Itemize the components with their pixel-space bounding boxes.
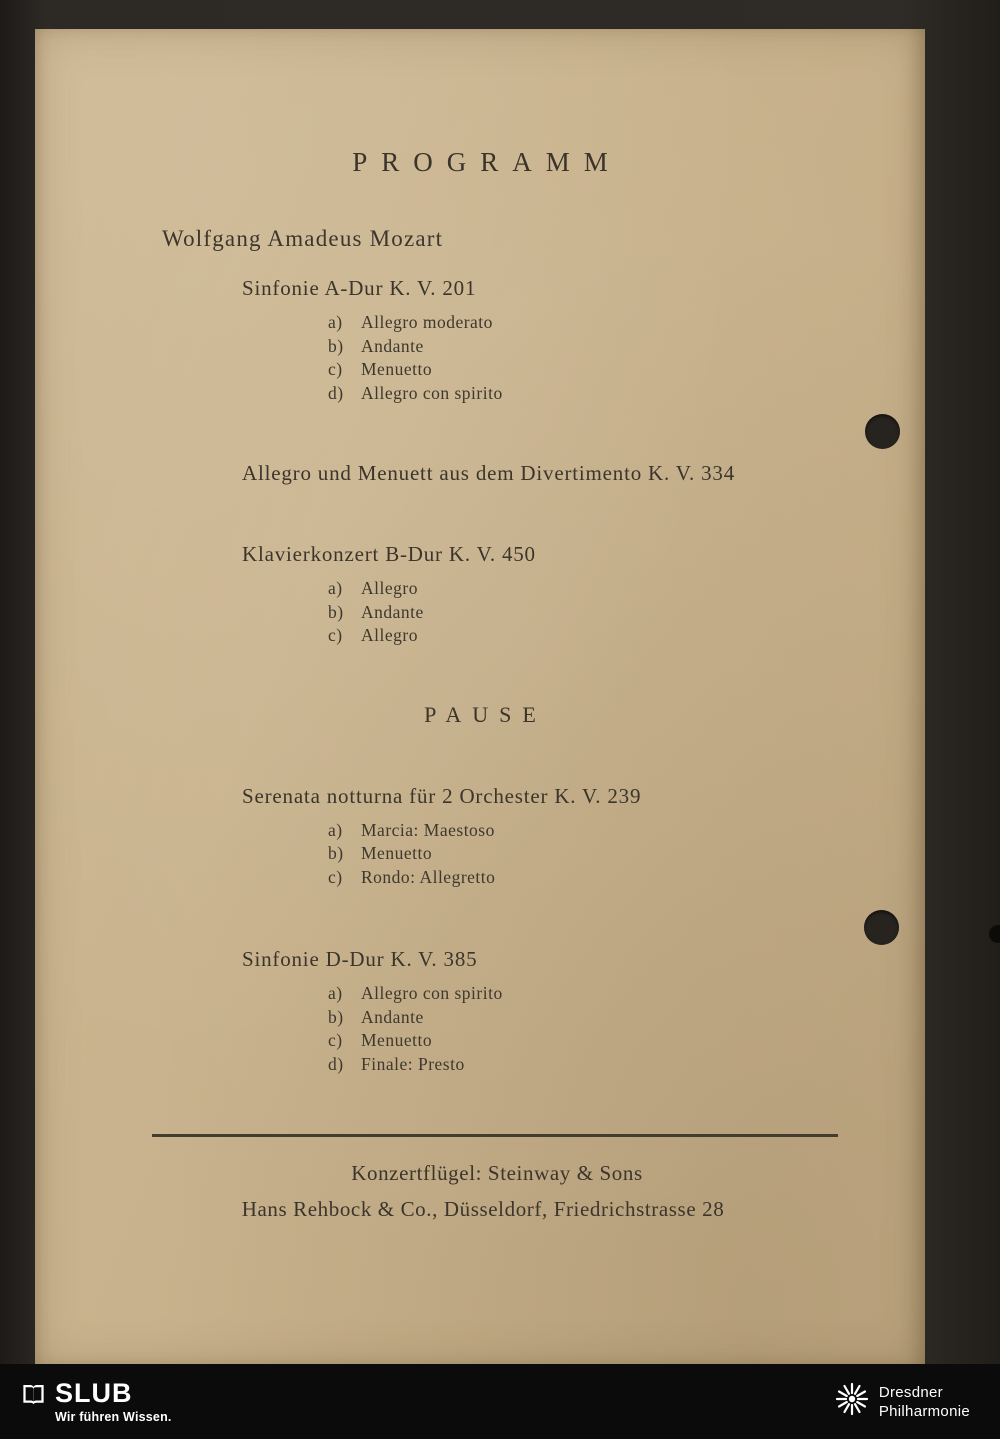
movement-list <box>328 819 925 890</box>
movement-label: c) <box>328 359 343 379</box>
movement-label: b) <box>328 335 344 356</box>
movement-row <box>328 819 925 843</box>
movement-name: Finale: Presto <box>361 1053 465 1074</box>
movement-name: Menuetto <box>361 1030 433 1050</box>
movement-row <box>328 311 925 335</box>
piano-credit-line: Konzertflügel: Steinway & Sons <box>351 1161 643 1185</box>
movement-label: a) <box>328 819 343 840</box>
movement-name: Marcia: Maestoso <box>361 819 495 840</box>
movement-row <box>328 1053 925 1077</box>
movement-list <box>328 311 925 405</box>
punch-hole-top <box>865 414 900 449</box>
work-title: Allegro und Menuett aus dem Divertimento K. V. 334 <box>242 461 735 485</box>
slub-text-block <box>55 1379 172 1424</box>
movement-row <box>328 577 925 601</box>
book-icon <box>20 1381 47 1413</box>
philharmonie-line1: Dresdner <box>878 1383 943 1401</box>
movement-name: Allegro <box>361 625 418 645</box>
movement-name: Andante <box>361 335 424 356</box>
movement-name: Menuetto <box>361 843 433 863</box>
movement-label: d) <box>328 1053 344 1074</box>
punch-hole-bottom <box>864 910 899 945</box>
movement-name: Allegro con spirito <box>361 382 503 403</box>
composer-name: Wolfgang Amadeus Mozart <box>162 226 444 251</box>
movement-label: b) <box>328 843 344 863</box>
movement-name: Menuetto <box>361 359 433 379</box>
program-page <box>35 29 925 1365</box>
movement-name: Allegro con spirito <box>361 983 503 1003</box>
movement-name: Andante <box>361 1006 424 1027</box>
movement-label: c) <box>328 625 343 645</box>
philharmonie-text-block <box>879 1383 970 1421</box>
movement-row <box>328 624 925 648</box>
philharmonie-logo-link[interactable] <box>835 1382 970 1421</box>
movement-row <box>328 358 925 382</box>
movement-label: a) <box>328 312 343 332</box>
movement-label: d) <box>328 382 344 403</box>
movement-list <box>328 982 925 1076</box>
work-title: Serenata notturna für 2 Orchester K. V. 239 <box>242 783 642 808</box>
slub-logo-link[interactable] <box>20 1379 172 1424</box>
dealer-credit-line: Hans Rehbock & Co., Düsseldorf, Friedrichstrasse 28 <box>241 1197 725 1221</box>
philharmonie-line2: Philharmonie <box>878 1402 970 1420</box>
movement-row <box>328 1029 925 1053</box>
movement-label: c) <box>328 1030 343 1050</box>
movement-row <box>328 601 925 625</box>
movement-row <box>328 382 925 406</box>
movement-name: Rondo: Allegretto <box>361 866 496 887</box>
movement-list <box>328 577 925 648</box>
movement-label: c) <box>328 866 343 887</box>
work-section <box>35 542 925 648</box>
work-section <box>35 947 925 1076</box>
movement-name: Andante <box>361 601 424 622</box>
movement-row <box>328 335 925 359</box>
program-title: PROGRAMM <box>352 147 622 177</box>
starburst-icon <box>835 1382 869 1421</box>
viewer-footer-bar <box>0 1364 1000 1439</box>
movement-row <box>328 982 925 1006</box>
slub-name: SLUB <box>55 1378 133 1408</box>
movement-name: Allegro moderato <box>361 312 493 332</box>
work-section <box>35 461 925 486</box>
movement-row <box>328 1006 925 1030</box>
movement-label: a) <box>328 578 343 598</box>
movement-label: a) <box>328 983 343 1003</box>
movement-label: b) <box>328 1006 344 1027</box>
movement-name: Allegro <box>361 578 418 598</box>
movement-row <box>328 842 925 866</box>
movement-row <box>328 866 925 890</box>
work-section <box>35 784 925 890</box>
work-title: Sinfonie D-Dur K. V. 385 <box>242 947 478 971</box>
work-title: Klavierkonzert B-Dur K. V. 450 <box>242 542 536 566</box>
horizontal-rule <box>152 1134 838 1137</box>
work-section <box>35 276 925 405</box>
work-title: Sinfonie A-Dur K. V. 201 <box>242 276 477 300</box>
slub-tagline: Wir führen Wissen. <box>55 1410 172 1424</box>
pause-heading: PAUSE <box>424 701 547 727</box>
movement-label: b) <box>328 601 344 622</box>
edge-punch-hole <box>989 925 1000 943</box>
